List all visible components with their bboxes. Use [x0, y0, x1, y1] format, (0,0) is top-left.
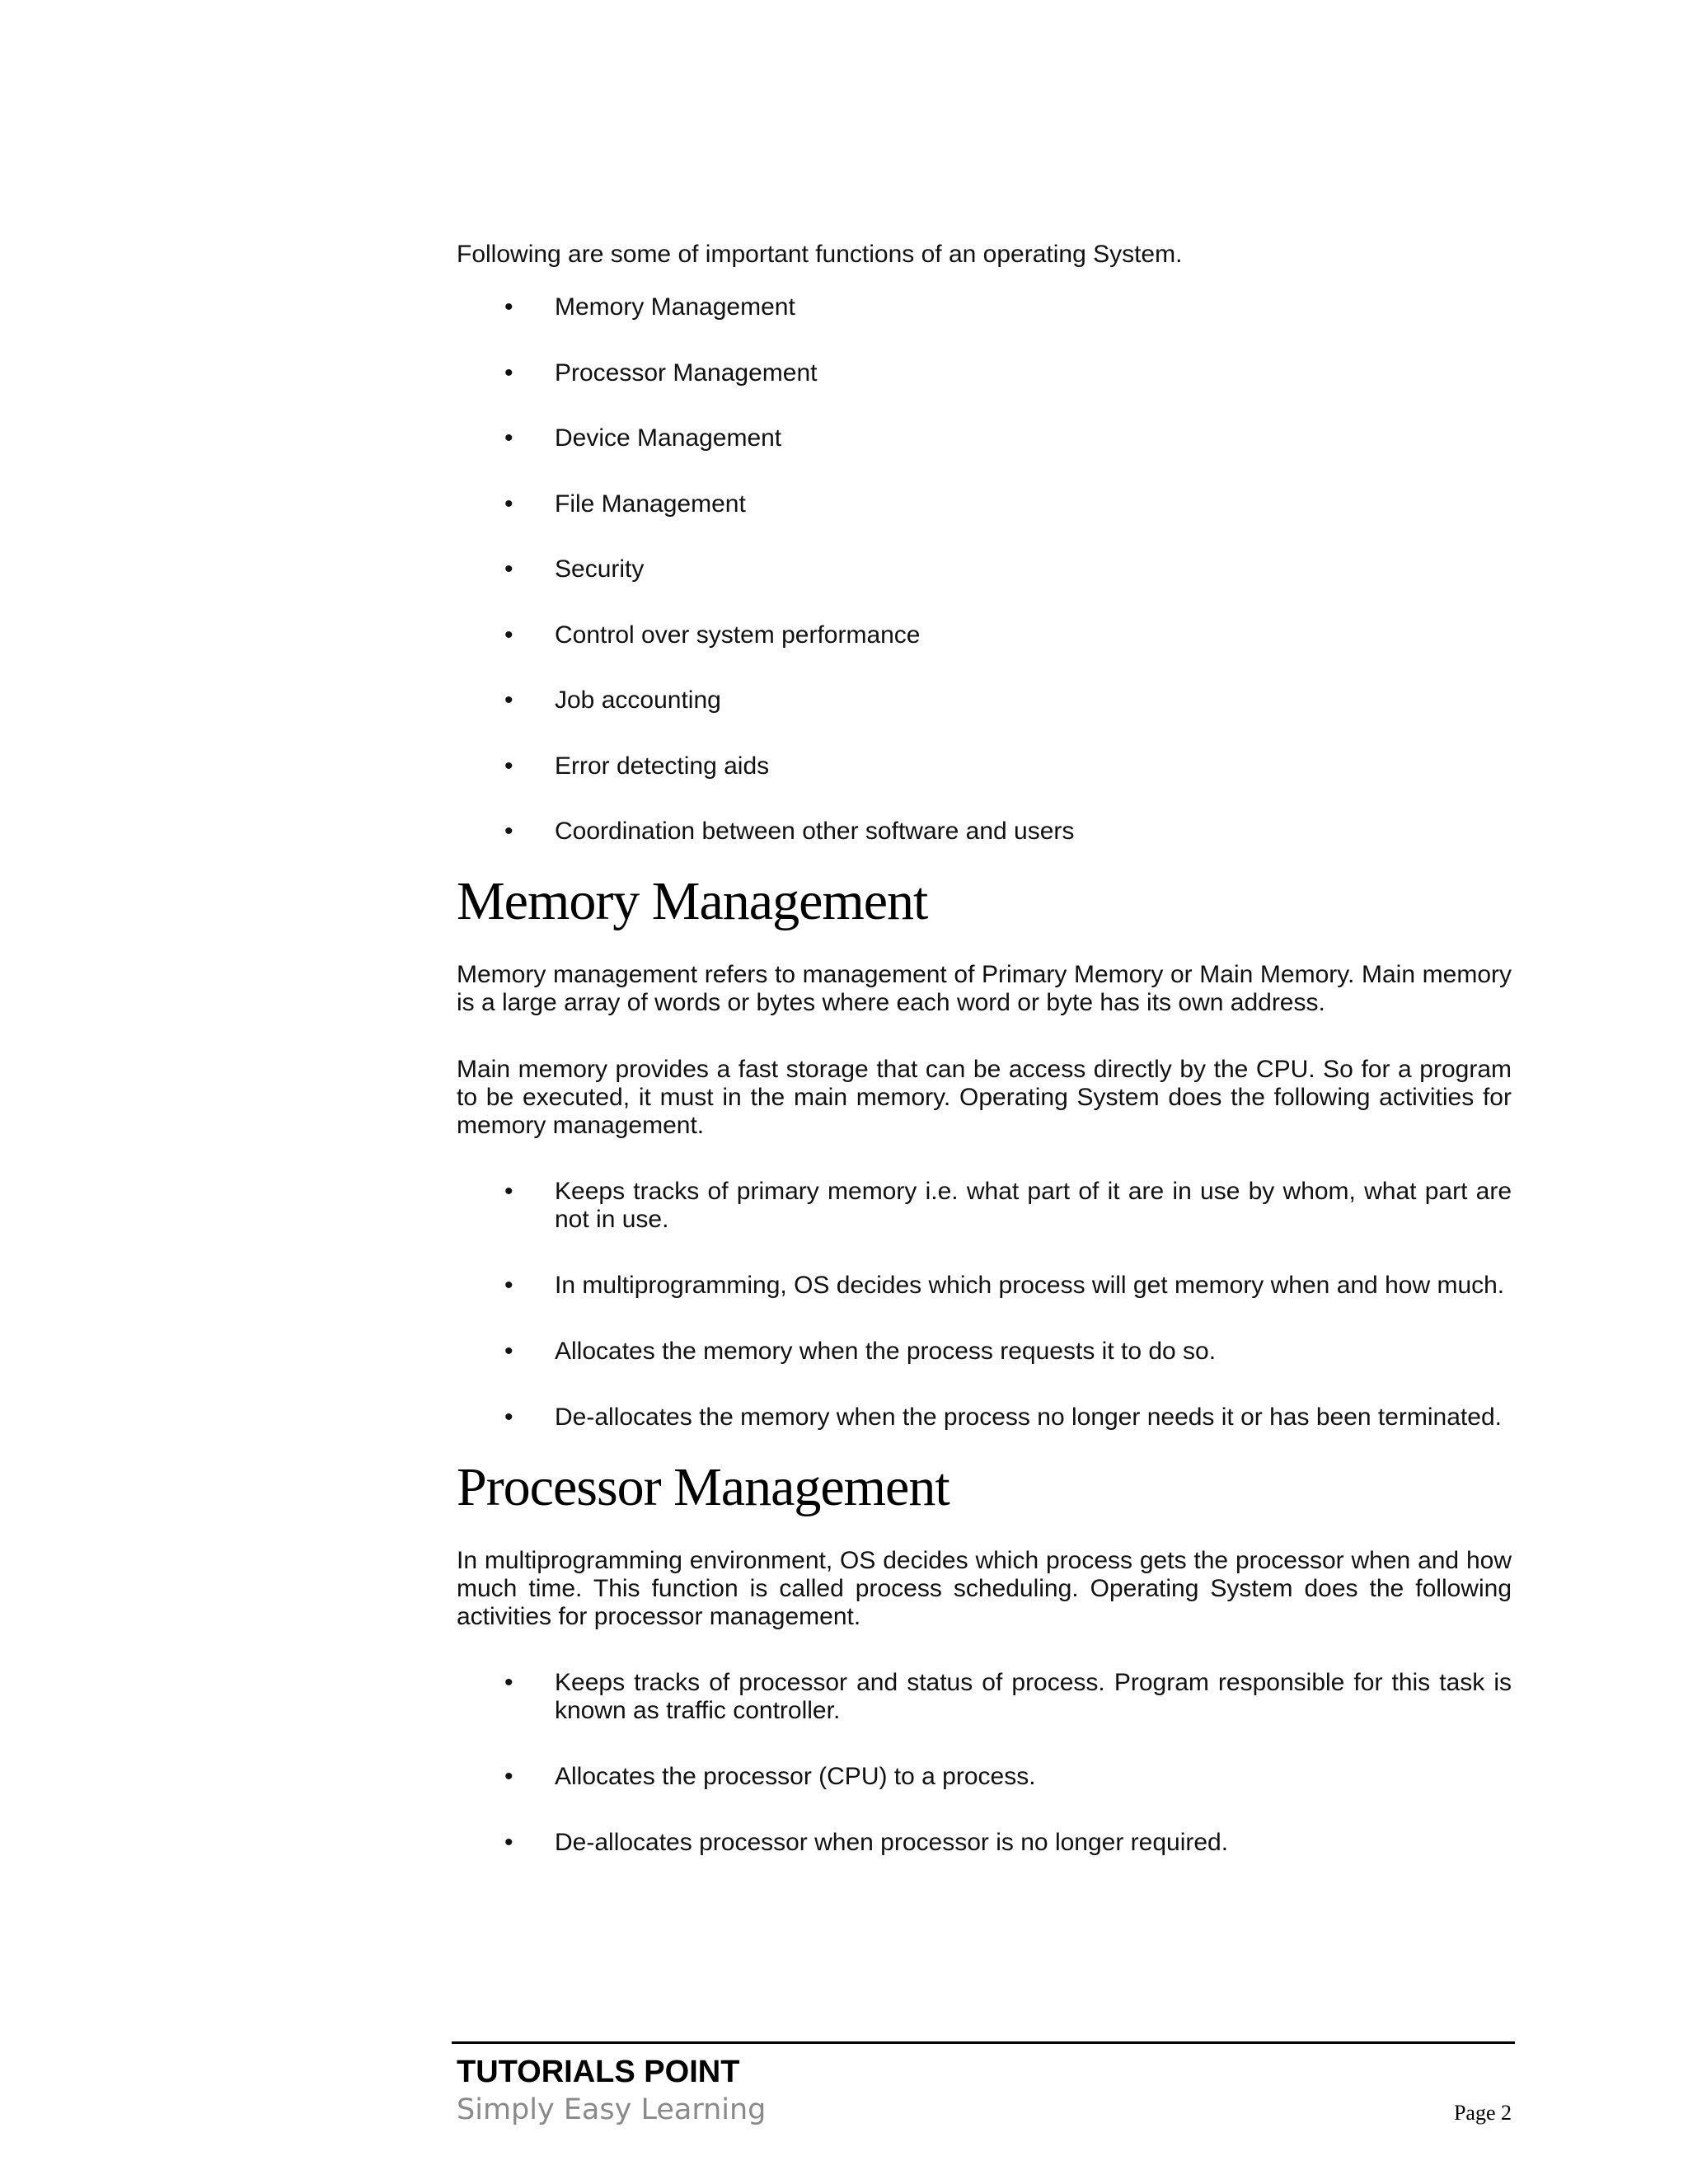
processor-activities-list	[457, 1669, 1512, 1857]
bullet-icon: •	[504, 1829, 513, 1856]
bullet-icon: •	[504, 752, 513, 780]
list-item: • Error detecting aids	[504, 752, 770, 780]
memory-management-heading: Memory Management	[457, 871, 928, 931]
list-item: • In multiprogramming, OS decides which process will get memory when and how much.	[504, 1272, 1505, 1299]
list-item: • Memory Management	[504, 293, 795, 321]
list-item: • Processor Management	[504, 359, 818, 387]
list-item: • Allocates the processor (CPU) to a process.	[504, 1763, 1036, 1790]
list-item: • Control over system performance	[504, 621, 921, 649]
list-item: • Security	[504, 555, 645, 583]
list-item: • Allocates the memory when the process requests it to do so.	[504, 1338, 1217, 1365]
processor-paragraph: In multiprogramming environment, OS decides which process gets the processor when and how much time. This function is called process scheduling. Operating System does the following activities for processor management.	[457, 1547, 1512, 1630]
bullet-icon: •	[504, 1404, 513, 1431]
list-item: • Device Management	[504, 424, 782, 452]
bullet-icon: •	[504, 1272, 513, 1299]
bullet-icon: •	[504, 555, 513, 583]
bullet-icon: •	[504, 293, 513, 321]
bullet-icon: •	[504, 490, 513, 518]
intro-paragraph: Following are some of important functions of an operating System.	[457, 241, 1183, 268]
bullet-icon: •	[504, 359, 513, 387]
footer-tagline: Simply Easy Learning	[457, 2093, 767, 2126]
memory-paragraph-1: Memory management refers to management of Primary Memory or Main Memory. Main memory is a large array of words or bytes where each word or byte has its own address.	[457, 961, 1512, 1016]
bullet-icon: •	[504, 1763, 513, 1790]
bullet-icon: •	[504, 1338, 513, 1365]
processor-management-heading: Processor Management	[457, 1457, 950, 1517]
list-item: • File Management	[504, 490, 746, 518]
list-item: • Keeps tracks of processor and status of process. Program responsible for this task is known as traffic controller.	[504, 1669, 1512, 1724]
list-item: • Job accounting	[504, 687, 721, 714]
page-number: Page 2	[1453, 2101, 1512, 2125]
list-item: • De-allocates processor when processor is no longer required.	[504, 1829, 1229, 1856]
bullet-icon: •	[504, 1178, 513, 1205]
page-content	[457, 241, 1512, 1857]
list-item: • Keeps tracks of primary memory i.e. what part of it are in use by whom, what part are not in use.	[504, 1178, 1512, 1233]
memory-paragraph-2: Main memory provides a fast storage that can be access directly by the CPU. So for a program to be executed, it must in the main memory. Operating System does the following activities for memory management.	[457, 1056, 1512, 1139]
functions-list	[457, 293, 1512, 846]
list-item: • Coordination between other software and users	[504, 818, 1075, 845]
bullet-icon: •	[504, 424, 513, 452]
footer-brand: TUTORIALS POINT	[457, 2055, 740, 2089]
list-item: • De-allocates the memory when the process no longer needs it or has been terminated.	[504, 1404, 1502, 1431]
memory-activities-list	[457, 1178, 1512, 1432]
bullet-icon: •	[504, 621, 513, 649]
footer-divider	[452, 2041, 1515, 2044]
bullet-icon: •	[504, 1669, 513, 1696]
bullet-icon: •	[504, 818, 513, 845]
bullet-icon: •	[504, 687, 513, 714]
